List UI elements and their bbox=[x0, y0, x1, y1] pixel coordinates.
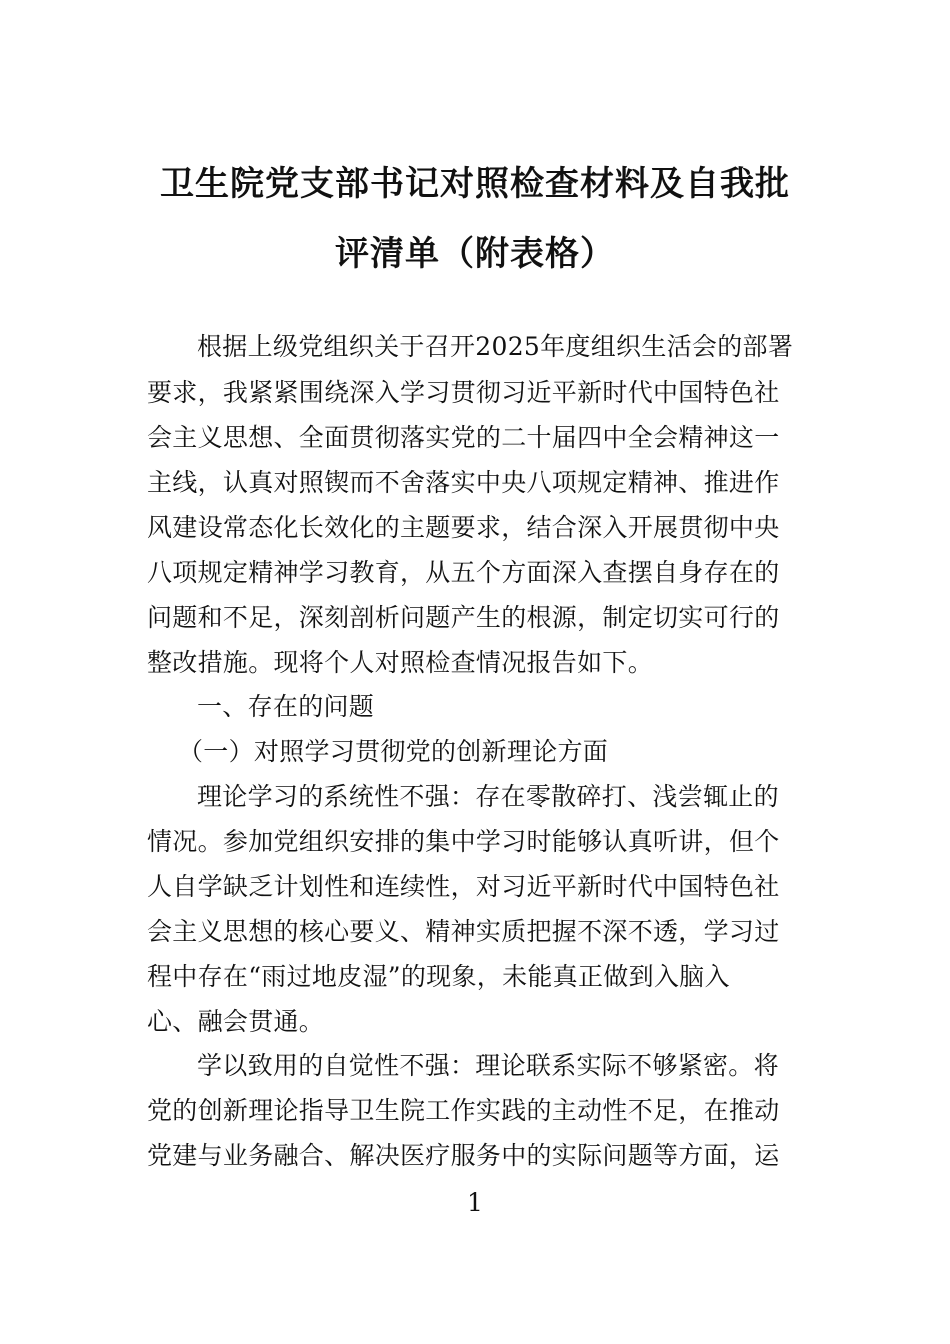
paragraph-line: 党建与业务融合、解决医疗服务中的实际问题等方面，运 bbox=[147, 1141, 780, 1170]
paragraph-line: 心、融会贯通。 bbox=[147, 1007, 325, 1036]
paragraph-line: 学以致用的自觉性不强：理论联系实际不够紧密。将 bbox=[197, 1051, 779, 1080]
intro-line: 问题和不足，深刻剖析问题产生的根源，制定切实可行的 bbox=[147, 603, 780, 632]
intro-line: 八项规定精神学习教育，从五个方面深入查摆自身存在的 bbox=[147, 558, 780, 587]
intro-line: 整改措施。现将个人对照检查情况报告如下。 bbox=[147, 648, 654, 677]
paragraph-line: 理论学习的系统性不强：存在零散碎打、浅尝辄止的 bbox=[197, 782, 779, 811]
paragraph-line: 人自学缺乏计划性和连续性，对习近平新时代中国特色社 bbox=[147, 872, 780, 901]
paragraph-line: 党的创新理论指导卫生院工作实践的主动性不足，在推动 bbox=[147, 1096, 780, 1125]
intro-line: 会主义思想、全面贯彻落实党的二十届四中全会精神这一 bbox=[147, 423, 780, 452]
intro-line: 主线，认真对照锲而不舍落实中央八项规定精神、推进作 bbox=[147, 468, 780, 497]
intro-line: 风建设常态化长效化的主题要求，结合深入开展贯彻中央 bbox=[147, 513, 780, 542]
subsection-heading: （一）对照学习贯彻党的创新理论方面 bbox=[178, 737, 609, 766]
document-title-line-1: 卫生院党支部书记对照检查材料及自我批 bbox=[160, 164, 790, 204]
document-title-line-2: 评清单（附表格） bbox=[335, 234, 615, 274]
section-heading: 一、存在的问题 bbox=[197, 692, 375, 721]
paragraph-line: 会主义思想的核心要义、精神实质把握不深不透，学习过 bbox=[147, 917, 780, 946]
paragraph-line: 程中存在“雨过地皮湿”的现象，未能真正做到入脑入 bbox=[147, 962, 730, 991]
intro-line: 根据上级党组织关于召开2025年度组织生活会的部署 bbox=[197, 332, 794, 361]
page-number: 1 bbox=[467, 1188, 483, 1217]
paragraph-line: 情况。参加党组织安排的集中学习时能够认真听讲，但个 bbox=[147, 827, 780, 856]
intro-line: 要求，我紧紧围绕深入学习贯彻习近平新时代中国特色社 bbox=[147, 378, 780, 407]
